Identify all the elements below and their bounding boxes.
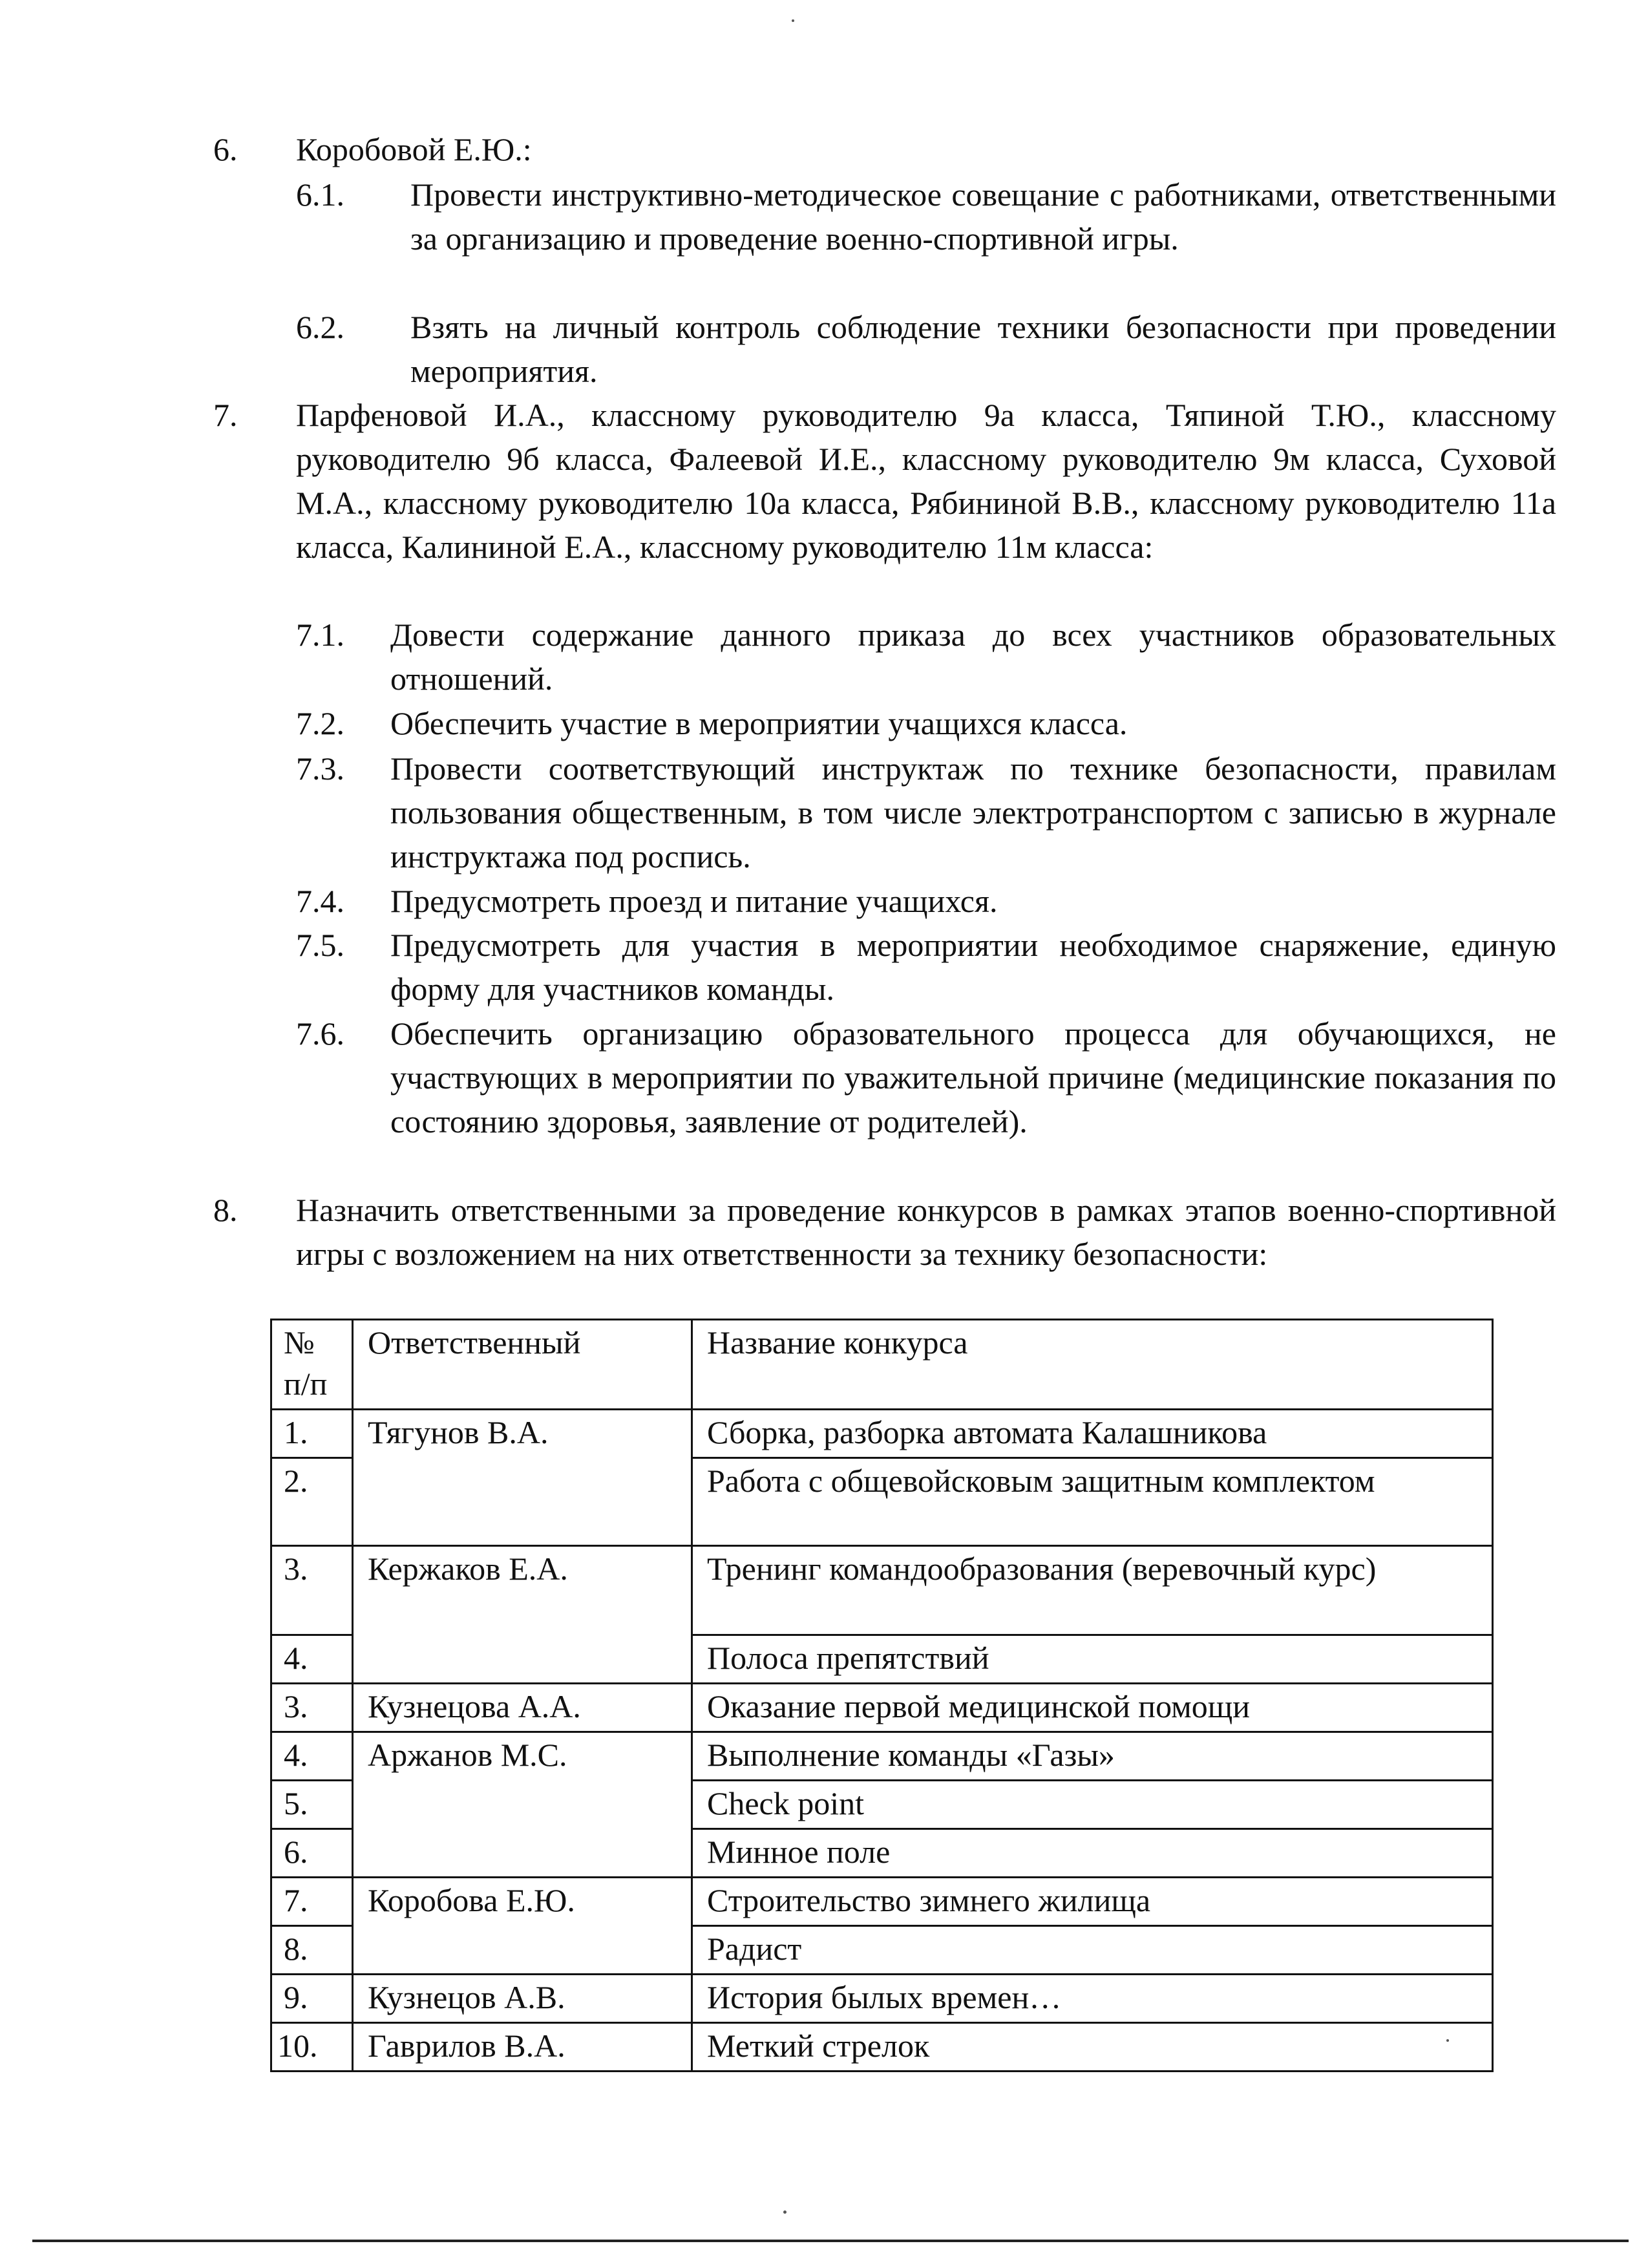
scan-speck: [1446, 2039, 1449, 2042]
list-item-7: [0, 393, 1648, 619]
row-responsible: Кержаков Е.А.: [353, 1546, 692, 1684]
scan-speck: [792, 19, 794, 22]
list-item-6: [0, 127, 1648, 173]
row-number: 4.: [271, 1732, 353, 1781]
scan-speck: [783, 2210, 787, 2214]
list-item-7-6: [0, 1012, 1648, 1192]
row-number: 3.: [271, 1684, 353, 1732]
item-text: Парфеновой И.А., классному руководителю 9а класса, Тяпиной Т.Ю., классному руководителю 9б класса, Фалеевой И.Е., классному руководителю 9м класса, Суховой М.А., классному руководителю 10а класса, Рябининой В.В., классному руководителю 11а класса, Калининой Е.А., классному руководителю 11м класса:: [296, 397, 1556, 565]
list-item-7-5: [0, 923, 1648, 1013]
row-number: 5.: [271, 1781, 353, 1829]
table-row: [271, 1546, 1493, 1635]
item-number: 6.2.: [296, 309, 344, 345]
table-header-row: [271, 1320, 1493, 1410]
table-row: [271, 1410, 1493, 1458]
list-item-7-2: [0, 701, 1648, 747]
header-number: № п/п: [271, 1320, 353, 1410]
item-number: 6.1.: [296, 176, 344, 213]
row-number: 4.: [271, 1635, 353, 1684]
row-contest-name: Тренинг командообразования (веревочный курс): [692, 1546, 1493, 1635]
table-row: [271, 2023, 1493, 2072]
row-responsible: Коробова Е.Ю.: [353, 1878, 692, 1975]
item-number: 7.2.: [296, 705, 344, 741]
header-contest-name: Название конкурса: [692, 1320, 1493, 1410]
row-contest-name: Радист: [692, 1926, 1493, 1975]
item-number: 7.5.: [296, 927, 344, 963]
row-responsible: Кузнецов А.В.: [353, 1975, 692, 2023]
row-contest-name: История былых времен…: [692, 1975, 1493, 2023]
item-text: Предусмотреть проезд и питание учащихся.: [390, 883, 998, 919]
header-responsible: Ответственный: [353, 1320, 692, 1410]
table-row: [271, 1975, 1493, 2023]
row-number: 1.: [271, 1410, 353, 1458]
row-number: 2.: [271, 1458, 353, 1546]
row-responsible: Гаврилов В.А.: [353, 2023, 692, 2072]
row-number: 7.: [271, 1878, 353, 1926]
table-row: [271, 1684, 1493, 1732]
list-item-6-2: [0, 305, 1648, 396]
row-contest-name: Check point: [692, 1781, 1493, 1829]
row-number: 10.: [271, 2023, 353, 2072]
item-text: Обеспечить участие в мероприятии учащихся класса.: [390, 705, 1128, 741]
item-text: Довести содержание данного приказа до всех участников образовательных отношений.: [390, 617, 1556, 697]
row-responsible: Кузнецова А.А.: [353, 1684, 692, 1732]
list-item-7-1: [0, 613, 1648, 703]
row-contest-name: Сборка, разборка автомата Калашникова: [692, 1410, 1493, 1458]
list-item-6-1: [0, 173, 1648, 308]
row-contest-name: Выполнение команды «Газы»: [692, 1732, 1493, 1781]
bottom-rule: [32, 2240, 1629, 2242]
item-text: Обеспечить организацию образовательного процесса для обучающихся, не участвующих в мероприятии по уважительной причине (медицинские показания по состоянию здоровья, заявление от родителей).: [390, 1015, 1556, 1139]
table-row: [271, 1732, 1493, 1781]
item-number: 7.: [213, 397, 238, 433]
row-contest-name: Строительство зимнего жилища: [692, 1878, 1493, 1926]
item-number: 7.6.: [296, 1015, 344, 1052]
item-text: Назначить ответственными за проведение конкурсов в рамках этапов военно-спортивной игры с возложением на них ответственности за технику безопасности:: [296, 1192, 1556, 1272]
item-text: Провести соответствующий инструктаж по технике безопасности, правилам пользования общественным, в том числе электротранспортом с записью в журнале инструктажа под роспись.: [390, 750, 1556, 874]
row-responsible: Аржанов М.С.: [353, 1732, 692, 1878]
row-contest-name: Минное поле: [692, 1829, 1493, 1878]
item-number: 7.3.: [296, 750, 344, 787]
contests-table: [270, 1319, 1494, 2072]
item-number: 8.: [213, 1192, 238, 1228]
row-number: 6.: [271, 1829, 353, 1878]
item-number: 7.4.: [296, 883, 344, 919]
list-item-8: [0, 1188, 1648, 1324]
item-text: Провести инструктивно-методическое совещание с работниками, ответственными за организацию и проведение военно-спортивной игры.: [410, 176, 1556, 257]
item-text: Предусмотреть для участия в мероприятии необходимое снаряжение, единую форму для участников команды.: [390, 927, 1556, 1007]
row-contest-name: Полоса препятствий: [692, 1635, 1493, 1684]
item-text: Взять на личный контроль соблюдение техники безопасности при проведении мероприятия.: [410, 309, 1556, 389]
item-text: Коробовой Е.Ю.:: [296, 131, 532, 167]
row-number: 8.: [271, 1926, 353, 1975]
row-responsible: Тягунов В.А.: [353, 1410, 692, 1546]
row-contest-name: Работа с общевойсковым защитным комплектом: [692, 1458, 1493, 1546]
item-number: 7.1.: [296, 617, 344, 653]
row-number: 3.: [271, 1546, 353, 1635]
list-item-7-4: [0, 879, 1648, 924]
item-number: 6.: [213, 131, 238, 167]
row-number: 9.: [271, 1975, 353, 2023]
row-contest-name: Оказание первой медицинской помощи: [692, 1684, 1493, 1732]
row-contest-name: Меткий стрелок: [692, 2023, 1493, 2072]
table-row: [271, 1878, 1493, 1926]
list-item-7-3: [0, 747, 1648, 882]
